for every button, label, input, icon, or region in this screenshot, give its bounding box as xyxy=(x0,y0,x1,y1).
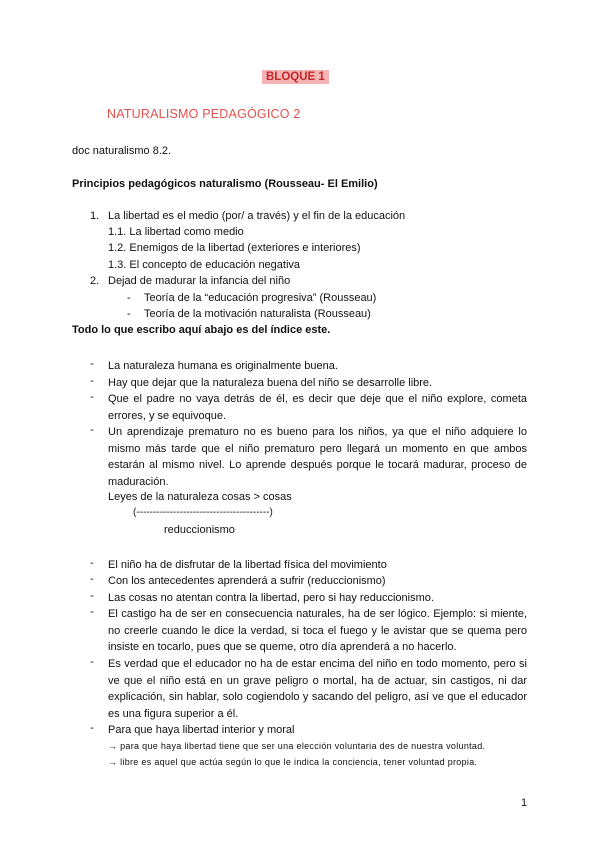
bullet-dash: - xyxy=(90,590,94,602)
bullet-item: Hay que dejar que la naturaleza buena del niño se desarrolle libre. xyxy=(108,377,433,389)
bullet-item: Para que haya libertad interior y moral xyxy=(108,724,295,736)
outline-sub-1-1: 1.1. La libertad como medio xyxy=(108,226,244,238)
page-number: 1 xyxy=(521,797,528,809)
bullet-item: La naturaleza humana es originalmente buena. xyxy=(108,360,338,372)
outline-sub-bullet: - xyxy=(127,308,131,320)
document-subtitle: NATURALISMO PEDAGÓGICO 2 xyxy=(107,107,301,121)
bloque-label: BLOQUE 1 xyxy=(262,70,329,84)
bullet-dash: - xyxy=(90,722,94,734)
bullet-item: Las cosas no atentan contra la libertad, pero si hay reduccionismo. xyxy=(108,592,434,604)
bullet-dash: - xyxy=(90,375,94,387)
leyes-line: Leyes de la naturaleza cosas > cosas xyxy=(108,491,292,503)
bullet-item: Con los antecedentes aprenderá a sufrir (reduccionismo) xyxy=(108,575,386,587)
outline-sub-2-2: Teoría de la motivación naturalista (Rousseau) xyxy=(144,308,371,320)
outline-sub-1-2: 1.2. Enemigos de la libertad (exteriores e interiores) xyxy=(108,242,361,254)
bullet-item: Que el padre no vaya detrás de él, es decir que deje que el niño explore, cometa errores, y se equivoque. xyxy=(108,393,527,422)
outline-item-1-number: 1. xyxy=(90,210,100,222)
doc-reference: doc naturalismo 8.2. xyxy=(72,145,172,157)
outline-sub-1-3: 1.3. El concepto de educación negativa xyxy=(108,259,301,271)
leyes-dashes: (----------------------------------------) xyxy=(133,507,273,518)
bullet-dash: - xyxy=(90,656,94,668)
bullet-dash: - xyxy=(90,557,94,569)
bullet-item: Es verdad que el educador no ha de estar encima del niño en todo momento, pero si ve que el niño está en un grave peligro o mortal, ha de actuar, sin castigos, ni dar explicación, sin hablar, solo cogiendolo y sacando del peligro, así ve que el educador es una figura superior a él. xyxy=(108,658,527,720)
outline-sub-bullet: - xyxy=(127,292,131,304)
bullet-dash: - xyxy=(90,424,94,436)
leyes-label: reduccionismo xyxy=(164,524,235,536)
index-note: Todo lo que escribo aquí abajo es del índice este. xyxy=(72,324,331,336)
outline-item-1: La libertad es el medio (por/ a través) y el fin de la educación xyxy=(108,210,406,222)
outline-item-2-number: 2. xyxy=(90,275,100,287)
bullet-item: Un aprendizaje prematuro no es bueno para los niños, ya que el niño adquiere lo mismo más tarde que el niño prematuro pero llegará un momento en que ambos estarán al mismo nivel. Lo aprende después porque le tocará madurar, proceso de maduración. xyxy=(108,426,527,488)
bloque-heading xyxy=(262,71,329,83)
arrow-note-2: → libre es aquel que actúa según lo que le indica la conciencia, tener voluntad propia. xyxy=(108,757,478,767)
outline-item-2: Dejad de madurar la infancia del niño xyxy=(108,275,291,287)
bullet-item: El niño ha de disfrutar de la libertad física del movimiento xyxy=(108,559,387,571)
bullet-dash: - xyxy=(90,358,94,370)
bullet-dash: - xyxy=(90,606,94,618)
arrow-note-1: → para que haya libertad tiene que ser una elección voluntaria des de nuestra voluntad. xyxy=(108,741,486,751)
section-title: Principios pedagógicos naturalismo (Rousseau- El Emilio) xyxy=(72,178,378,190)
bullet-dash: - xyxy=(90,573,94,585)
bullet-item: El castigo ha de ser en consecuencia naturales, ha de ser lógico. Ejemplo: si miente, no creerle cuando le dice la verdad, si toca el fuego y le avistar que se quema pero insiste en tocarlo, pues que se queme, otro día aprenderá a no hacerlo. xyxy=(108,608,527,653)
outline-sub-2-1: Teoría de la “educación progresiva” (Rousseau) xyxy=(144,292,377,304)
bullet-dash: - xyxy=(90,391,94,403)
